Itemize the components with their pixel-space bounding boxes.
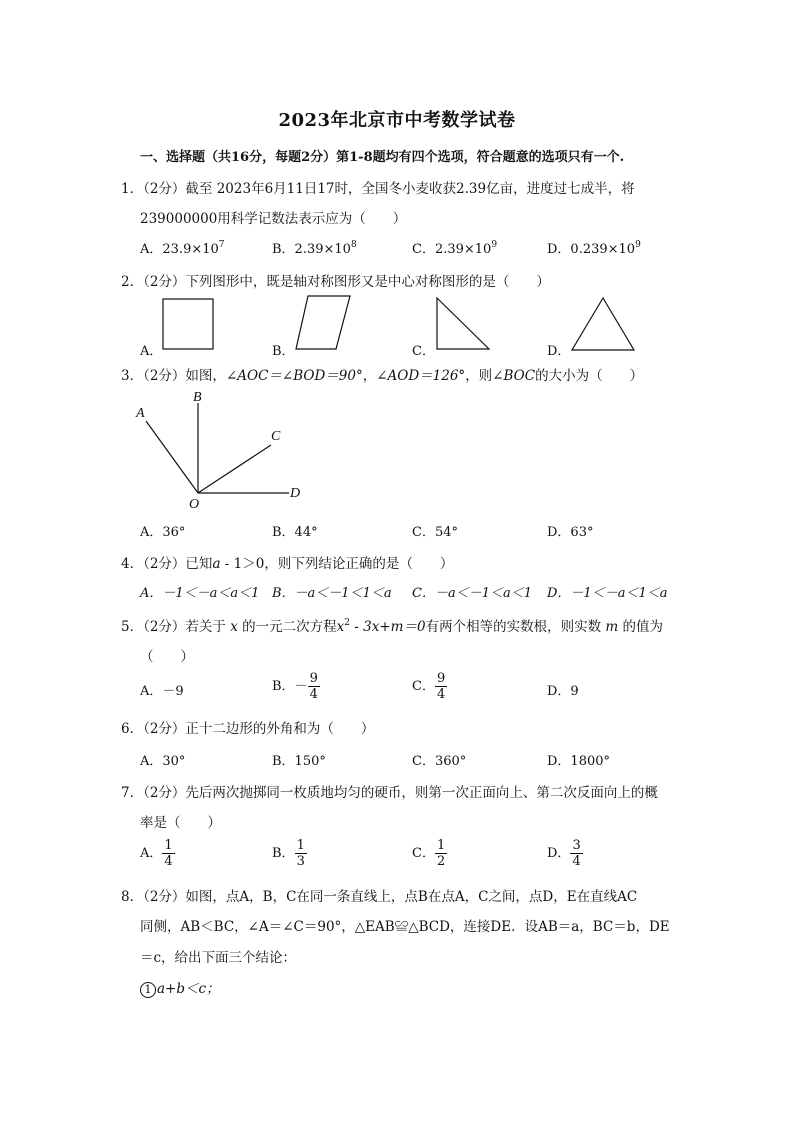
label-a: A bbox=[136, 406, 145, 421]
fraction: $\frac{9}{4}$ bbox=[309, 671, 318, 702]
label-c: C bbox=[271, 429, 281, 444]
q4-option-c[interactable]: C．－a＜－1＜a＜1 bbox=[412, 586, 532, 601]
label-o: O bbox=[189, 497, 200, 512]
ray-oc bbox=[198, 445, 271, 493]
equilateral-triangle-shape bbox=[572, 298, 634, 350]
fraction: $\frac{1}{2}$ bbox=[436, 838, 446, 869]
q5-option-b[interactable]: B．－ $\frac{9}{4}$ bbox=[272, 671, 318, 702]
q2-figures bbox=[0, 0, 794, 360]
q3-option-b[interactable]: B．44° bbox=[272, 525, 318, 540]
q3-stem: 3．（2分）如图，∠AOC＝∠BOD＝90°，∠AOD＝126°，则∠BOC的大小为（ ） bbox=[121, 368, 644, 384]
ray-oa bbox=[146, 421, 198, 493]
q6-option-d[interactable]: D．1800° bbox=[547, 754, 611, 769]
q1-line1: 1．（2分）截至 2023年6月11日17时，全国冬小麦收获2.39亿亩，进度过七成半，将 bbox=[121, 181, 635, 197]
q7-option-b[interactable]: B． $\frac{1}{3}$ bbox=[272, 838, 305, 869]
q6-option-c[interactable]: C．360° bbox=[412, 754, 467, 769]
q7-line2: 率是（ ） bbox=[140, 815, 221, 831]
q1-option-d[interactable]: D．$0.239\times 10^9$ bbox=[547, 240, 641, 257]
circled-number: 1 bbox=[140, 982, 156, 998]
parallelogram-shape bbox=[296, 296, 350, 349]
section-heading: 一、选择题（共16分，每题2分）第1-8题均有四个选项，符合题意的选项只有一个. bbox=[140, 150, 625, 165]
q4-stem: 4．（2分）已知a - 1＞0，则下列结论正确的是（ ） bbox=[121, 556, 454, 572]
q1-option-b[interactable]: B．$2.39\times 10^8$ bbox=[272, 240, 357, 257]
q3-angle-figure bbox=[130, 385, 320, 515]
q6-stem: 6．（2分）正十二边形的外角和为（ ） bbox=[121, 721, 375, 737]
q8-line1: 8．（2分）如图，点A，B，C在同一条直线上，点B在点A，C之间，点D，E在直线AC bbox=[121, 889, 638, 905]
q2-option-b[interactable]: B． bbox=[272, 344, 295, 359]
label-d: D bbox=[290, 486, 301, 501]
q8-conclusion-1: 1 a+b＜c； bbox=[140, 977, 220, 998]
q7-option-d[interactable]: D． $\frac{3}{4}$ bbox=[547, 838, 581, 869]
q2-option-a[interactable]: A． bbox=[140, 344, 163, 359]
q3-option-d[interactable]: D．63° bbox=[547, 525, 594, 540]
q7-option-a[interactable]: A． $\frac{1}{4}$ bbox=[140, 838, 173, 869]
q8-line3: ＝c，给出下面三个结论： bbox=[140, 950, 297, 966]
fraction: $\frac{9}{4}$ bbox=[436, 671, 446, 702]
fraction: $\frac{1}{3}$ bbox=[296, 838, 305, 869]
q3-option-c[interactable]: C．54° bbox=[412, 525, 458, 540]
q5-stem: 5．（2分）若关于 x 的一元二次方程$x^2 - 3x+m=0$有两个相等的实数根，则实数 m 的值为 bbox=[121, 618, 663, 635]
q4-option-a[interactable]: A．－1＜－a＜a＜1 bbox=[140, 586, 260, 601]
q6-option-b[interactable]: B．150° bbox=[272, 754, 326, 769]
q3-option-a[interactable]: A．36° bbox=[140, 525, 186, 540]
q6-option-a[interactable]: A．30° bbox=[140, 754, 186, 769]
q1-option-a[interactable]: A．$23.9\times 10^7$ bbox=[140, 240, 225, 257]
fraction: $\frac{3}{4}$ bbox=[572, 838, 581, 869]
label-b: B bbox=[193, 390, 202, 405]
q1-line2: 239000000用科学记数法表示应为（ ） bbox=[140, 211, 407, 227]
page-title: 2023年北京市中考数学试卷 bbox=[278, 110, 516, 131]
q2-option-c[interactable]: C． bbox=[412, 344, 435, 359]
right-triangle-shape bbox=[437, 298, 489, 349]
q5-line2: （ ） bbox=[140, 649, 194, 665]
q4-option-d[interactable]: D．－1＜－a＜1＜a bbox=[547, 586, 668, 601]
q5-option-d[interactable]: D．9 bbox=[547, 684, 579, 699]
fraction: $\frac{1}{4}$ bbox=[164, 838, 173, 869]
q5-option-c[interactable]: C． $\frac{9}{4}$ bbox=[412, 671, 446, 702]
q4-option-b[interactable]: B．－a＜－1＜1＜a bbox=[272, 586, 392, 601]
q2-stem: 2．（2分）下列图形中，既是轴对称图形又是中心对称图形的是（ ） bbox=[121, 274, 550, 290]
q7-option-c[interactable]: C． $\frac{1}{2}$ bbox=[412, 838, 446, 869]
q2-option-d[interactable]: D． bbox=[547, 344, 571, 359]
square-shape bbox=[163, 299, 213, 349]
q1-option-c[interactable]: C．$2.39\times 10^9$ bbox=[412, 240, 498, 257]
q8-line2: 同侧，AB＜BC，∠A＝∠C＝90°，△EAB≌△BCD，连接DE．设AB＝a，BC＝b，DE bbox=[140, 919, 670, 935]
q5-option-a[interactable]: A．－9 bbox=[140, 684, 184, 699]
q7-line1: 7．（2分）先后两次抛掷同一枚质地均匀的硬币，则第一次正面向上、第二次反面向上的概 bbox=[121, 785, 658, 801]
